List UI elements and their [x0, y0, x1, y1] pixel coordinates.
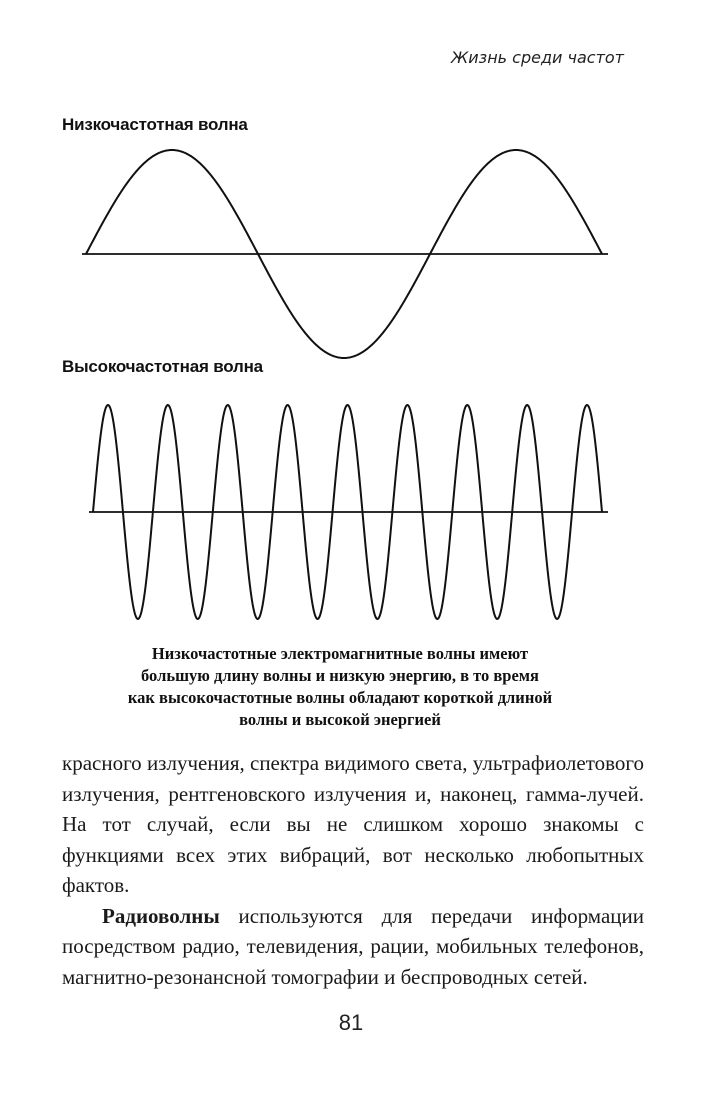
figure-caption: [80, 643, 600, 731]
paragraph: [62, 901, 644, 993]
paragraph-text: используются для передачи информации посредством радио, телевидения, рации, мобильных телефонов, магнитно-резонансной томографии и беспроводных сетей.: [62, 903, 644, 989]
caption-line: большую длину волны и низкую энергию, в то время: [141, 666, 539, 685]
paragraph: красного излучения, спектра видимого света, ультрафиолетового излучения, рентгеновского излучения и, наконец, гамма-лучей. На тот случай, если вы не слишком хорошо знакомы с функциями всех этих вибраций, вот несколько любопытных фактов.: [62, 751, 644, 897]
bold-term: Радиоволны: [102, 903, 220, 928]
body-text: [62, 748, 644, 992]
caption-line: Низкочастотные электромагнитные волны имеют: [151, 644, 529, 663]
caption-line: волны и высокой энергией: [239, 710, 441, 729]
page-number: 81: [338, 1010, 364, 1035]
high-frequency-label: Высокочастотная волна: [62, 357, 263, 376]
low-frequency-label: Низкочастотная волна: [62, 115, 248, 134]
caption-line: как высокочастотные волны обладают короткой длиной: [127, 688, 553, 707]
running-title: Жизнь среди частот: [451, 48, 624, 67]
